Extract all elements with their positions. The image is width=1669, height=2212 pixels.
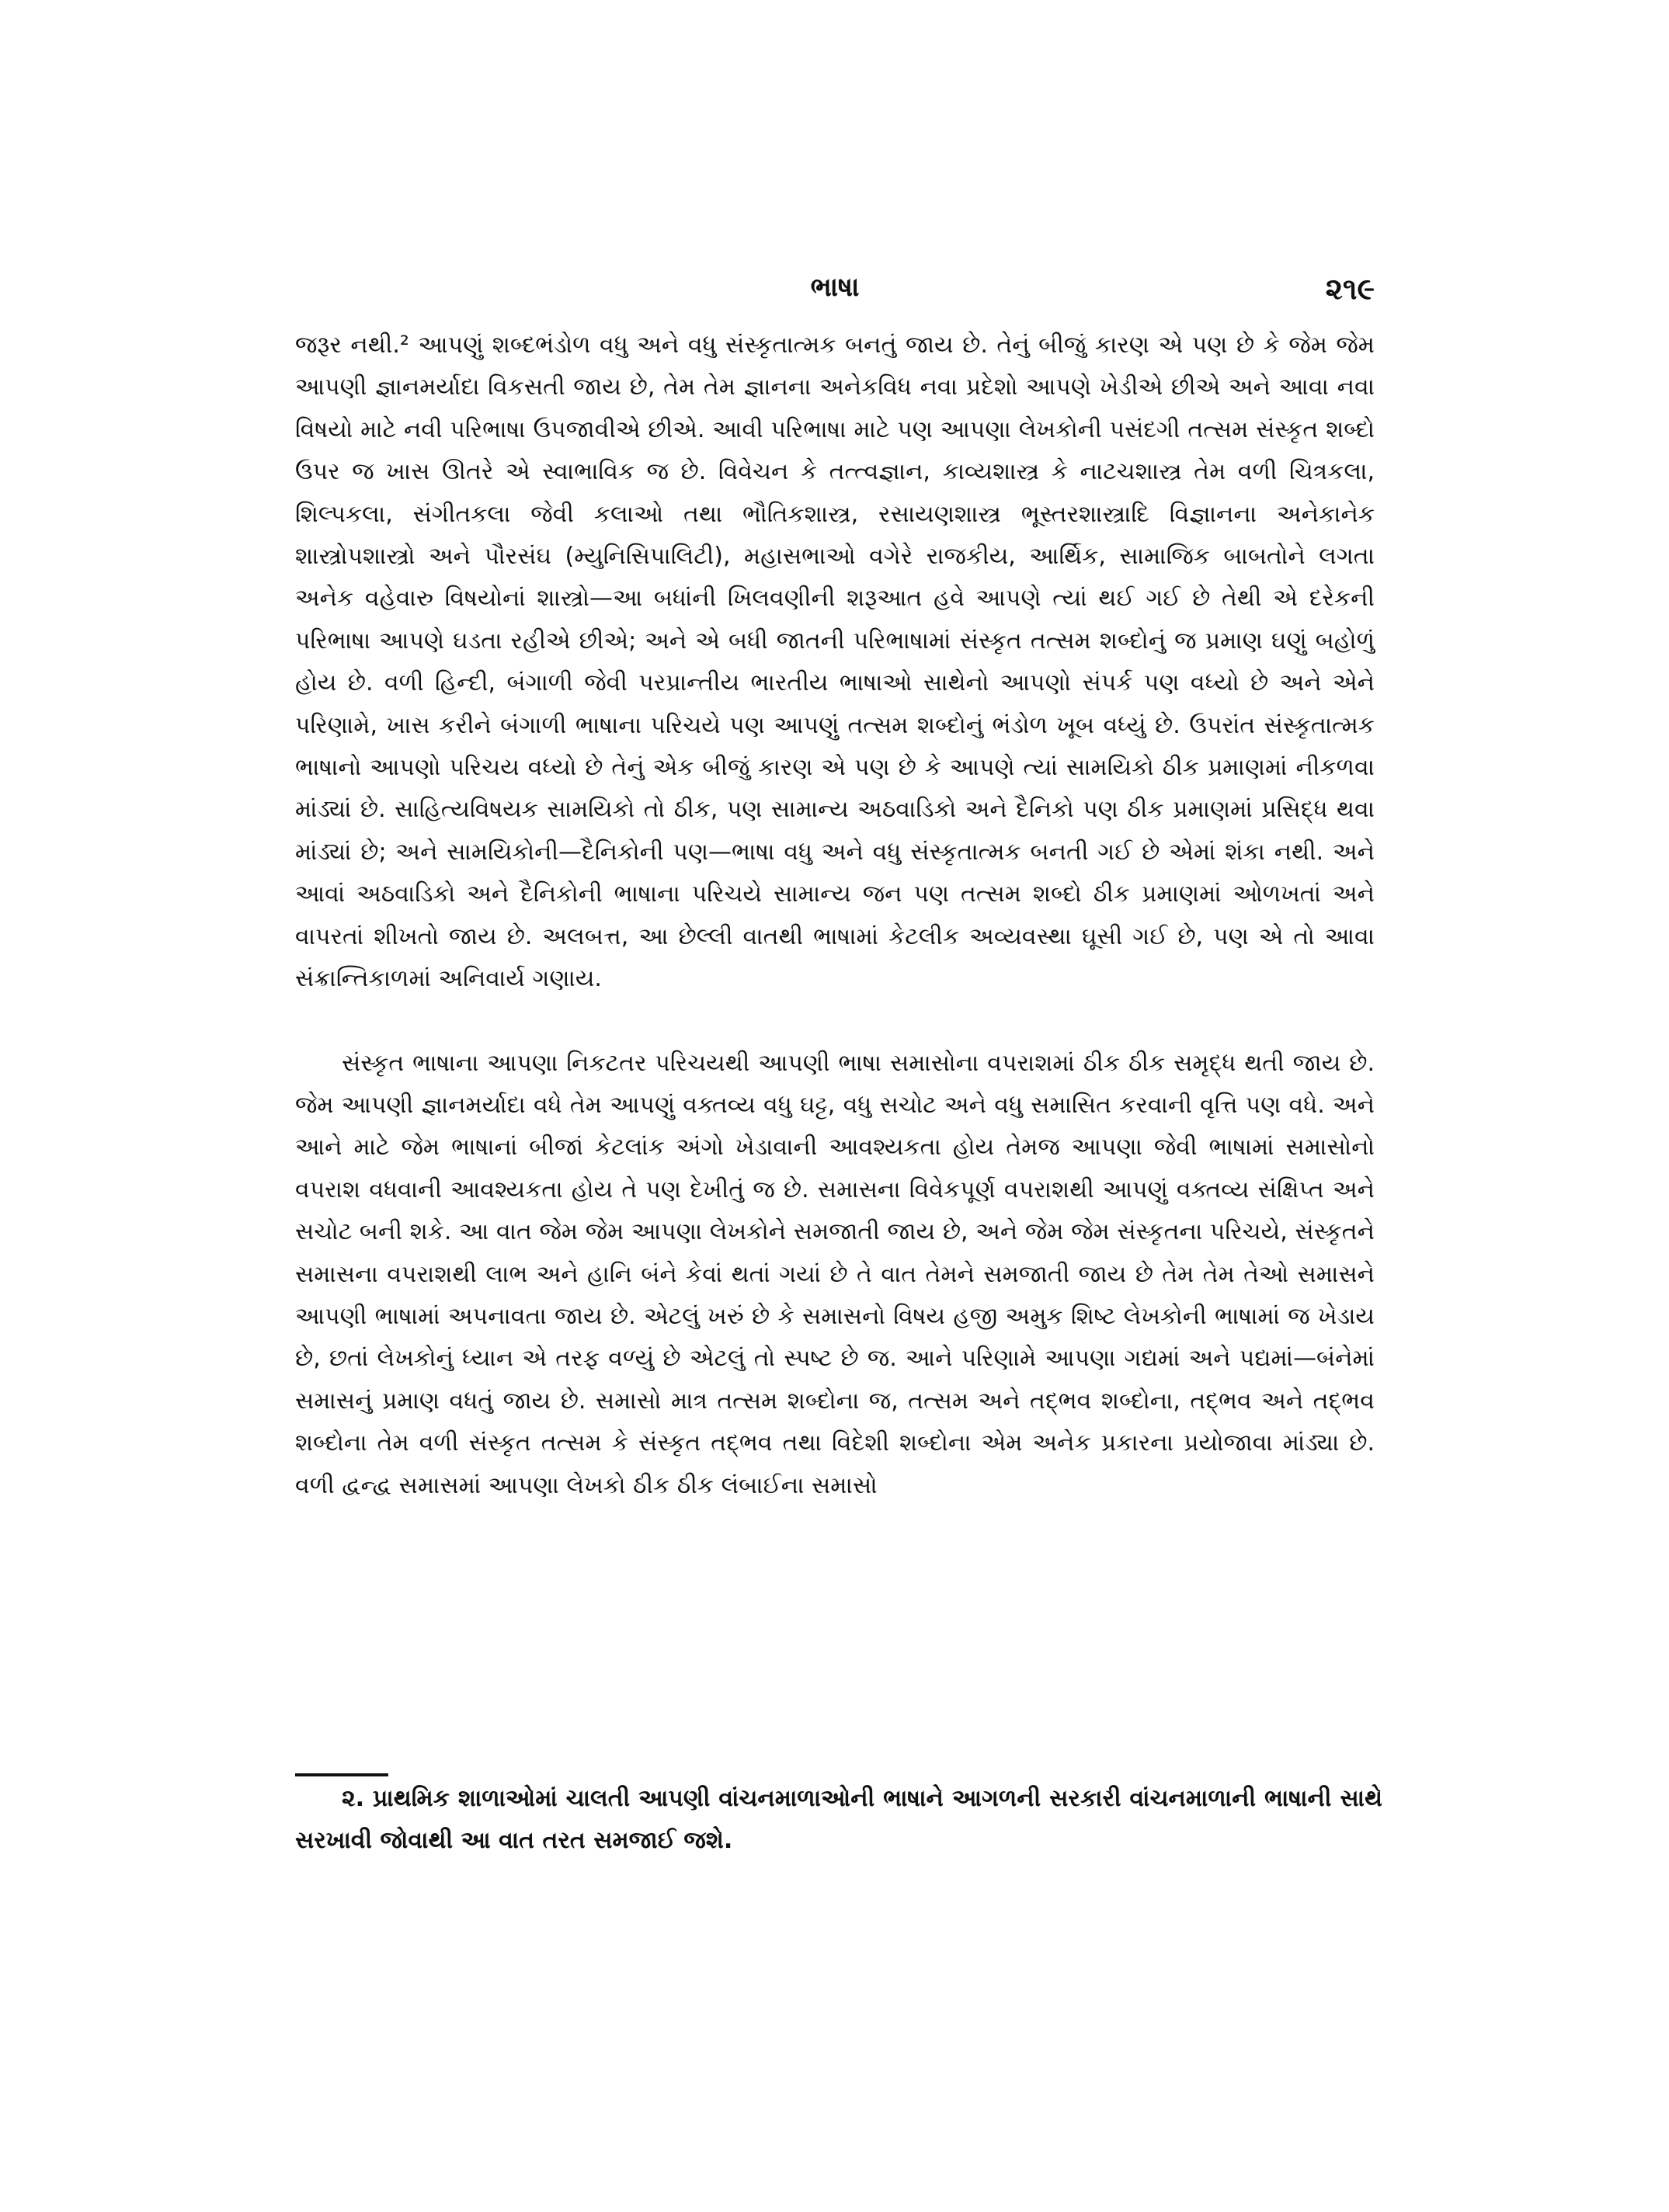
footnote (295, 1778, 1382, 1862)
footnote-divider (295, 1773, 388, 1776)
body-text (295, 325, 1375, 1507)
page-number: ૨૧૯ (1325, 272, 1375, 306)
running-title: ભાષા (810, 272, 860, 303)
paragraph-1: જરૂર નથી.² આપણું શબ્દભંડોળ વધુ અને વધુ સંસ્કૃતાત્મક બનતું જાય છે. તેનું બીજું કારણ એ પણ છે કે જેમ જેમ આપણી જ્ઞાનમર્યાદા વિકસતી જાય છે, તેમ તેમ જ્ઞાનના અનેકવિધ નવા પ્રદેશો આપણે ખેડીએ છીએ અને આવા નવા વિષયો માટે નવી પરિભાષા ઉપજાવીએ છીએ. આવી પરિભાષા માટે પણ આપણા લેખકોની પસંદગી તત્સમ સંસ્કૃત શબ્દો ઉપર જ ખાસ ઊતરે એ સ્વાભાવિક જ છે. વિવેચન કે તત્ત્વજ્ઞાન, કાવ્યશાસ્ત્ર કે નાટચશાસ્ત્ર તેમ વળી ચિત્રકલા, શિલ્પકલા, સંગીતકલા જેવી કલાઓ તથા ભૌતિકશાસ્ત્ર, રસાયણશાસ્ત્ર ભૂસ્તરશાસ્ત્રાદિ વિજ્ઞાનના અનેકાનેક શાસ્ત્રોપશાસ્ત્રો અને પૌરસંઘ (મ્યુનિસિપાલિટી), મહાસભાઓ વગેરે રાજકીય, આર્થિક, સામાજિક બાબતોને લગતા અનેક વહેવારુ વિષયોનાં શાસ્ત્રો—આ બધાંની ખિલવણીની શરૂઆત હવે આપણે ત્યાં થઈ ગઈ છે તેથી એ દરેકની પરિભાષા આપણે ઘડતા રહીએ છીએ; અને એ બધી જાતની પરિભાષામાં સંસ્કૃત તત્સમ શબ્દોનું જ પ્રમાણ ઘણું બહોળું હોય છે. વળી હિન્દી, બંગાળી જેવી પરપ્રાન્તીય ભારતીય ભાષાઓ સાથેનો આપણો સંપર્ક પણ વધ્યો છે અને એને પરિણામે, ખાસ કરીને બંગાળી ભાષાના પરિચયે પણ આપણું તત્સમ શબ્દોનું ભંડોળ ખૂબ વધ્યું છે. ઉપરાંત સંસ્કૃતાત્મક ભાષાનો આપણો પરિચય વધ્યો છે તેનું એક બીજું કારણ એ પણ છે કે આપણે ત્યાં સામયિકો ઠીક પ્રમાણમાં નીકળવા માંડ્યાં છે. સાહિત્યવિષયક સામયિકો તો ઠીક, પણ સામાન્ય અઠવાડિકો અને દૈનિકો પણ ઠીક પ્રમાણમાં પ્રસિદ્ધ થવા માંડ્યાં છે; અને સામયિકોની—દૈનિકોની પણ—ભાષા વધુ અને વધુ સંસ્કૃતાત્મક બનતી ગઈ છે એમાં શંકા નથી. અને આવાં અઠવાડિકો અને દૈનિકોની ભાષાના પરિચયે સામાન્ય જન પણ તત્સમ શબ્દો ઠીક પ્રમાણમાં ઓળખતાં અને વાપરતાં શીખતો જાય છે. અલબત્ત, આ છેલ્લી વાતથી ભાષામાં કેટલીક અવ્યવસ્થા ઘૂસી ગઈ છે, પણ એ તો આવા સંક્રાન્તિકાળમાં અનિવાર્ય ગણાય. (295, 332, 1375, 993)
paragraph-2: સંસ્કૃત ભાષાના આપણા નિકટતર પરિચયથી આપણી ભાષા સમાસોના વપરાશમાં ઠીક ઠીક સમૃદ્ધ થતી જાય છે. જેમ આપણી જ્ઞાનમર્યાદા વધે તેમ આપણું વક્તવ્ય વધુ ઘટ્ટ, વધુ સચોટ અને વધુ સમાસિત કરવાની વૃત્તિ પણ વધે. અને આને માટે જેમ ભાષાનાં બીજાં કેટલાંક અંગો ખેડાવાની આવશ્યકતા હોય તેમજ આપણા જેવી ભાષામાં સમાસોનો વપરાશ વધવાની આવશ્યકતા હોય તે પણ દેખીતું જ છે. સમાસના વિવેકપૂર્ણ વપરાશથી આપણું વક્તવ્ય સંક્ષિપ્ત અને સચોટ બની શકે. આ વાત જેમ જેમ આપણા લેખકોને સમજાતી જાય છે, અને જેમ જેમ સંસ્કૃતના પરિચયે, સંસ્કૃતને સમાસના વપરાશથી લાભ અને હાનિ બંને કેવાં થતાં ગયાં છે તે વાત તેમને સમજાતી જાય છે તેમ તેમ તેઓ સમાસને આપણી ભાષામાં અપનાવતા જાય છે. એટલું ખરું છે કે સમાસનો વિષય હજી અમુક શિષ્ટ લેખકોની ભાષામાં જ ખેડાય છે, છતાં લેખકોનું ધ્યાન એ તરફ વળ્યું છે એટલું તો સ્પષ્ટ છે જ. આને પરિણામે આપણા ગદ્યમાં અને પદ્યમાં—બંનેમાં સમાસનું પ્રમાણ વધતું જાય છે. સમાસો માત્ર તત્સમ શબ્દોના જ, તત્સમ અને તદ્ભવ શબ્દોના, તદ્ભવ અને તદ્ભવ શબ્દોના તેમ વળી સંસ્કૃત તત્સમ કે સંસ્કૃત તદ્ભવ તથા વિદેશી શબ્દોના એમ અનેક પ્રકારના પ્રયોજાવા માંડ્યા છે. વળી દ્વન્દ્વ સમાસમાં આપણા લેખકો ઠીક ઠીક લંબાઈના સમાસો (295, 1049, 1375, 1499)
footnote-text: ૨. પ્રાથમિક શાળાઓમાં ચાલતી આપણી વાંચનમાળાઓની ભાષાને આગળની સરકારી વાંચનમાળાની ભાષાની સાથે સરખાવી જોવાથી આ વાત તરત સમજાઈ જશે. (295, 1785, 1382, 1854)
running-head (295, 272, 1375, 318)
